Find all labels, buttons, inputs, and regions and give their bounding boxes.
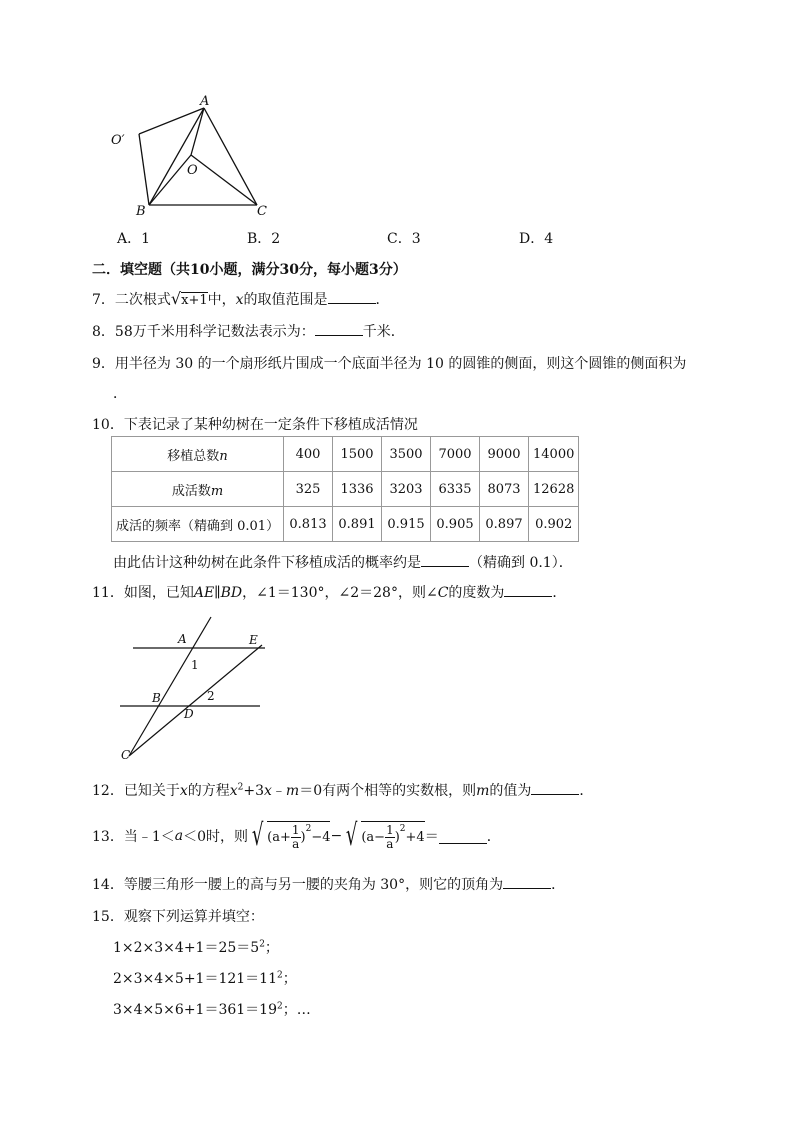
q11-c: C xyxy=(437,585,449,601)
q12-m2: m xyxy=(476,783,490,799)
fig2-angle-2: 2 xyxy=(207,689,215,703)
segment-a-b xyxy=(149,108,204,205)
label-c: C xyxy=(257,204,267,219)
q15-line-1: $1\times 2\times 3\times 4+1=25=5^2$； xyxy=(113,939,279,956)
table-cell: 9000 xyxy=(480,437,529,472)
q12-answer-blank[interactable] xyxy=(531,780,579,795)
segment-o-b xyxy=(149,155,191,205)
table-cell: 3500 xyxy=(382,437,431,472)
table-cell: 6335 xyxy=(431,472,480,507)
q8-answer-blank[interactable] xyxy=(315,321,363,336)
line-ac xyxy=(129,617,211,756)
choice-d[interactable]: D．4 xyxy=(519,231,554,247)
question-12 xyxy=(92,780,593,800)
q13-end: ． xyxy=(486,829,501,845)
q11-ae-bd: AE∥BD xyxy=(193,585,243,601)
q12-m1: m xyxy=(285,783,300,799)
table-cell: 8073 xyxy=(480,472,529,507)
q12-sq: 2 xyxy=(237,782,244,793)
q7-end: ． xyxy=(375,292,390,308)
segment-o-c xyxy=(191,155,257,205)
quadrilateral-figure xyxy=(105,92,285,222)
table-cell: 0.915 xyxy=(382,507,431,542)
q12-a: 12．已知关于 xyxy=(92,783,180,799)
section-heading: 二．填空题（共10小题，满分30分，每小题3分） xyxy=(92,262,407,278)
q13-sqrt-1: √ (a+ $\frac{1}{a}$ ) $^2$ −4 xyxy=(251,818,331,853)
question-7 xyxy=(92,289,390,309)
question-10-intro: 10．下表记录了某种幼树在一定条件下移植成活情况 xyxy=(92,417,418,433)
question-8 xyxy=(92,321,405,341)
q6-choices xyxy=(0,228,794,246)
label-o: O xyxy=(187,163,198,178)
label-a: A xyxy=(200,94,210,109)
table-cell: 3203 xyxy=(382,472,431,507)
table-cell: 14000 xyxy=(529,437,579,472)
question-14 xyxy=(92,874,565,894)
q7-var: x xyxy=(235,292,244,308)
q7-radicand: x+1 xyxy=(181,293,208,308)
table-cell: 0.905 xyxy=(431,507,480,542)
fig2-label-d: D xyxy=(184,707,194,721)
q12-e: ＝0有两个相等的实数根，则 xyxy=(299,783,477,799)
segment-a-c xyxy=(204,108,257,205)
q12-x2: x xyxy=(229,783,238,799)
table-row xyxy=(112,507,579,542)
table-cell: 12628 xyxy=(529,472,579,507)
q12-f: 的值为 xyxy=(489,783,532,799)
q7-prefix: 7．二次根式 xyxy=(92,292,171,308)
table-cell: 0.891 xyxy=(333,507,382,542)
table-row xyxy=(112,472,579,507)
q12-x3: x xyxy=(264,783,272,799)
q14-text: 14．等腰三角形一腰上的高与另一腰的夹角为 30°，则它的顶角为 xyxy=(92,877,504,893)
q7-suffix-a: 中， xyxy=(207,292,236,308)
fig2-label-b: B xyxy=(152,691,161,705)
question-11 xyxy=(92,582,566,602)
q12-d: ﹣ xyxy=(271,783,286,799)
fig2-angle-1: 1 xyxy=(191,658,199,672)
q12-x1: x xyxy=(179,783,188,799)
q13-minus: − xyxy=(330,828,343,844)
survival-table xyxy=(111,436,579,542)
q7-answer-blank[interactable] xyxy=(328,289,376,304)
q11-text-b: ，∠1＝130°，∠2＝28°，则∠ xyxy=(242,585,438,601)
row-label: 移植总数n xyxy=(112,437,284,472)
q12-b: 的方程 xyxy=(187,783,230,799)
q13-b: ＜0时，则 xyxy=(183,829,249,845)
q7-suffix-b: 的取值范围是 xyxy=(243,292,328,308)
q13-sqrt-2: √ (a− $\frac{1}{a}$ ) $^2$ +4 xyxy=(346,818,425,853)
segment-o-prime-b xyxy=(139,134,149,205)
q11-text-c: 的度数为 xyxy=(448,585,505,601)
q11-text-a: 11．如图，已知 xyxy=(92,585,194,601)
q11-answer-blank[interactable] xyxy=(504,582,552,597)
q7-sqrt: √x+1 xyxy=(170,289,208,308)
segment-o-prime-a xyxy=(139,108,204,134)
row-label: 成活数m xyxy=(112,472,284,507)
fig2-label-c: C xyxy=(121,748,131,762)
q9-line2: ． xyxy=(113,386,127,402)
q10-outro-a: 由此估计这种幼树在此条件下移植成活的概率约是 xyxy=(113,555,421,571)
table-cell: 0.897 xyxy=(480,507,529,542)
table-row xyxy=(112,437,579,472)
label-b: B xyxy=(136,204,146,219)
q15-line-3: $3\times 4\times 5\times 6+1=361=19^2$；… xyxy=(113,1001,311,1018)
table-cell: 0.902 xyxy=(529,507,579,542)
choice-c[interactable]: C．3 xyxy=(387,231,421,247)
question-10-outro xyxy=(113,552,573,572)
q8-end: 千米． xyxy=(362,324,405,340)
choice-a[interactable]: A．1 xyxy=(117,231,151,247)
choice-b[interactable]: B．2 xyxy=(247,231,281,247)
table-cell: 1336 xyxy=(333,472,382,507)
q13-answer-blank[interactable] xyxy=(439,829,487,844)
parallel-lines-figure xyxy=(115,614,275,764)
table-cell: 400 xyxy=(284,437,333,472)
fig2-label-a: A xyxy=(178,632,187,646)
q14-end: ． xyxy=(551,877,566,893)
question-15-intro: 15．观察下列运算并填空： xyxy=(92,909,264,925)
q10-outro-b: （精确到 0.1）． xyxy=(469,555,573,571)
q12-c: +3 xyxy=(243,783,265,799)
question-13 xyxy=(92,814,501,858)
q13-a: 13．当﹣1＜ xyxy=(92,829,175,845)
table-cell: 0.813 xyxy=(284,507,333,542)
q12-end: ． xyxy=(579,783,594,799)
segment-a-o xyxy=(191,108,204,155)
q8-text: 8．58万千米用科学记数法表示为： xyxy=(92,324,315,340)
q11-end: ． xyxy=(552,585,567,601)
table-cell: 1500 xyxy=(333,437,382,472)
q9-line1: 9．用半径为 30 的一个扇形纸片围成一个底面半径为 10 的圆锥的侧面，则这个圆锥的侧面积为 xyxy=(92,356,687,372)
table-cell: 7000 xyxy=(431,437,480,472)
q10-answer-blank[interactable] xyxy=(421,552,469,567)
fig2-label-e: E xyxy=(249,633,258,647)
q13-avar: a xyxy=(174,828,184,844)
q14-answer-blank[interactable] xyxy=(503,874,551,889)
question-9 xyxy=(92,353,686,373)
question-9-line2 xyxy=(113,383,127,403)
q15-line-2: $2\times 3\times 4\times 5+1=121=11^2$； xyxy=(113,970,297,987)
q13-eq: ＝ xyxy=(424,829,439,845)
table-cell: 325 xyxy=(284,472,333,507)
label-o-prime: O′ xyxy=(111,133,125,148)
row-label: 成活的频率（精确到 0.01） xyxy=(112,507,284,542)
